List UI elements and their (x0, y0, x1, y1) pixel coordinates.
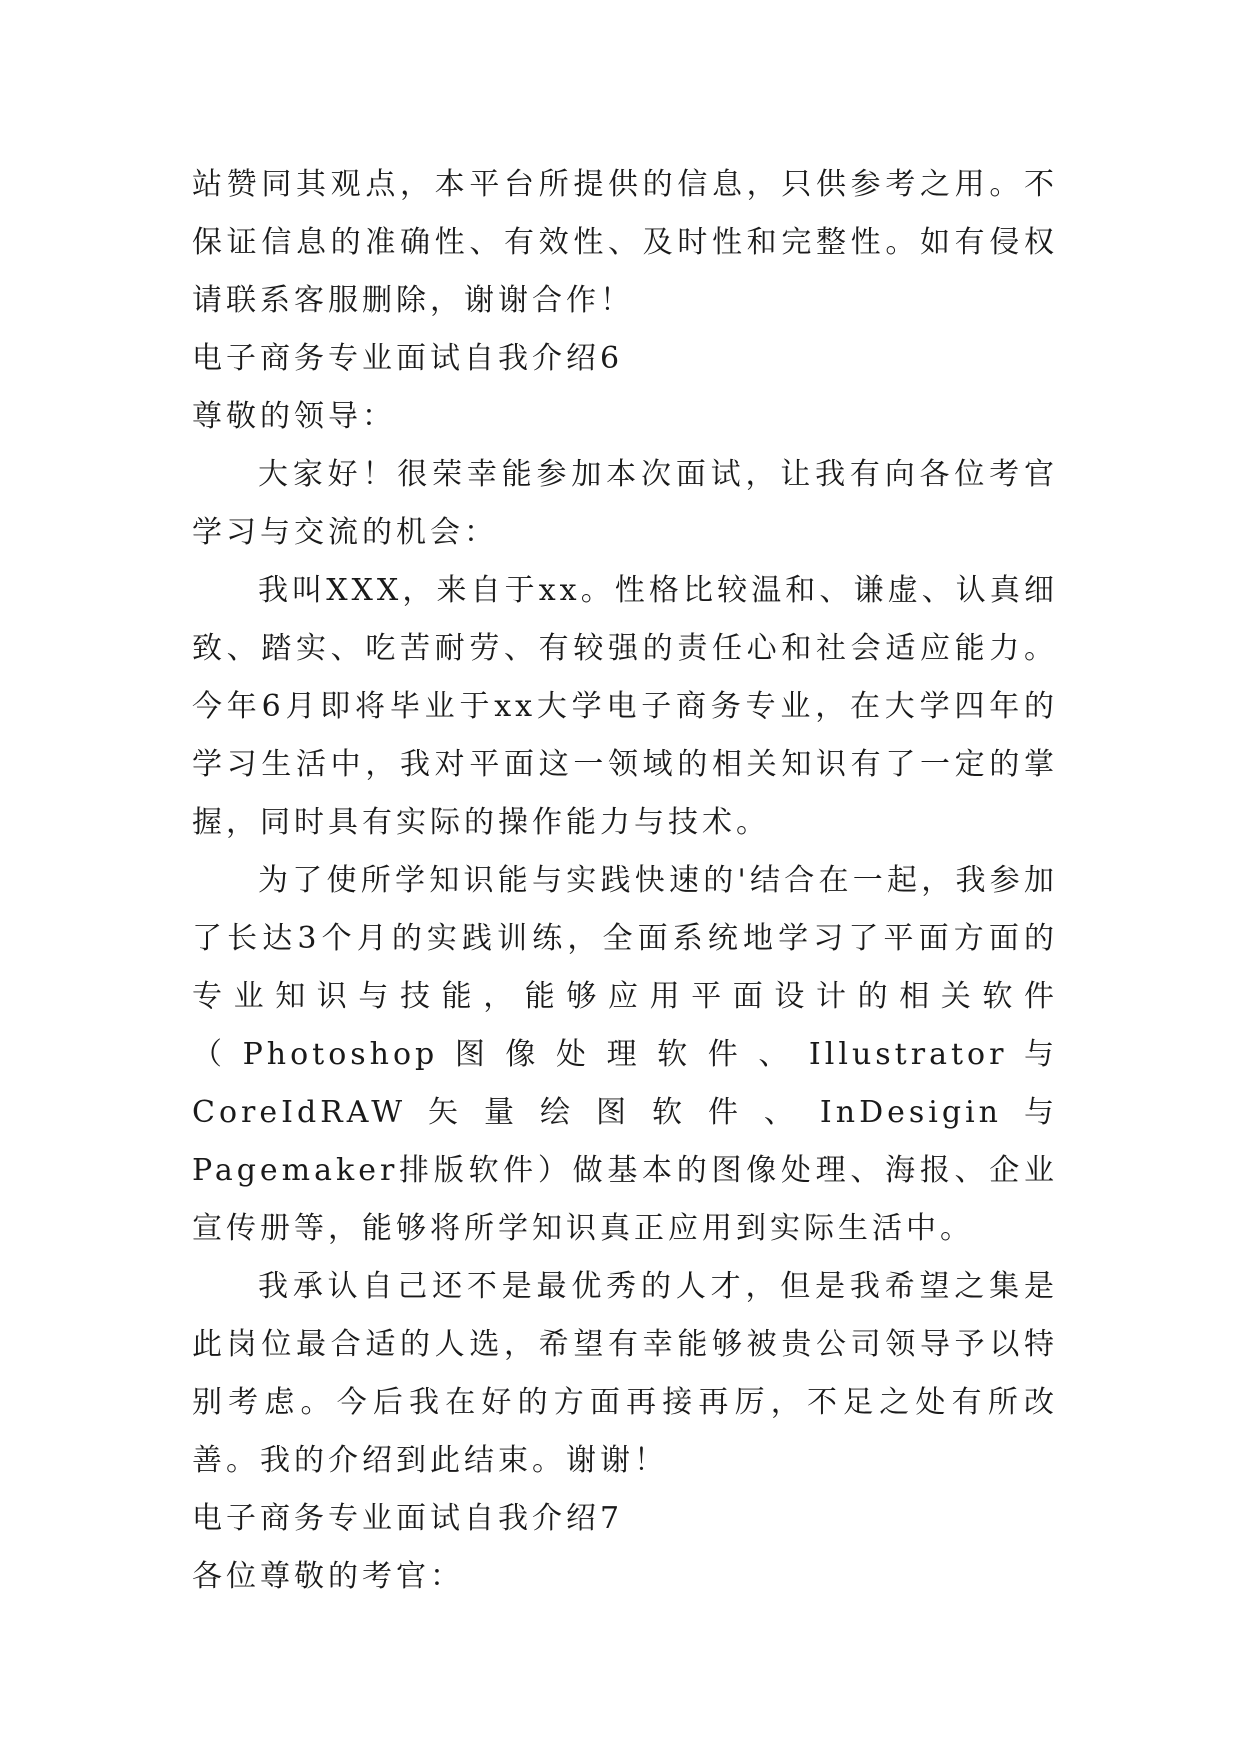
salutation-2: 各位尊敬的考官： (192, 1559, 464, 1594)
section-title-6: 电子商务专业面试自我介绍6 (192, 341, 624, 376)
document-body (192, 156, 1058, 1606)
disclaimer-paragraph: 站赞同其观点，本平台所提供的信息，只供参考之用。不保证信息的准确性、有效性、及时性和完整性。如有侵权请联系客服删除，谢谢合作！ (192, 167, 1058, 318)
closing-paragraph: 我承认自己还不是最优秀的人才，但是我希望之集是此岗位最合适的人选，希望有幸能够被贵公司领导予以特别考虑。今后我在好的方面再接再厉，不足之处有所改善。我的介绍到此结束。谢谢！ (192, 1269, 1058, 1478)
self-intro-paragraph: 我叫XXX，来自于xx。性格比较温和、谦虚、认真细致、踏实、吃苦耐劳、有较强的责任心和社会适应能力。今年6月即将毕业于xx大学电子商务专业，在大学四年的学习生活中，我对平面这一领域的相关知识有了一定的掌握，同时具有实际的操作能力与技术。 (192, 573, 1058, 840)
greeting-paragraph: 大家好！很荣幸能参加本次面试，让我有向各位考官学习与交流的机会： (192, 457, 1058, 550)
training-paragraph: 为了使所学知识能与实践快速的'结合在一起，我参加了长达3个月的实践训练，全面系统地学习了平面方面的专业知识与技能，能够应用平面设计的相关软件（Photoshop图像处理软件、Illustrator与CoreIdRAW矢量绘图软件、InDesigin与Pagemaker排版软件）做基本的图像处理、海报、企业宣传册等，能够将所学知识真正应用到实际生活中。 (192, 863, 1058, 1246)
salutation: 尊敬的领导： (192, 399, 396, 434)
section-title-7: 电子商务专业面试自我介绍7 (192, 1501, 624, 1536)
